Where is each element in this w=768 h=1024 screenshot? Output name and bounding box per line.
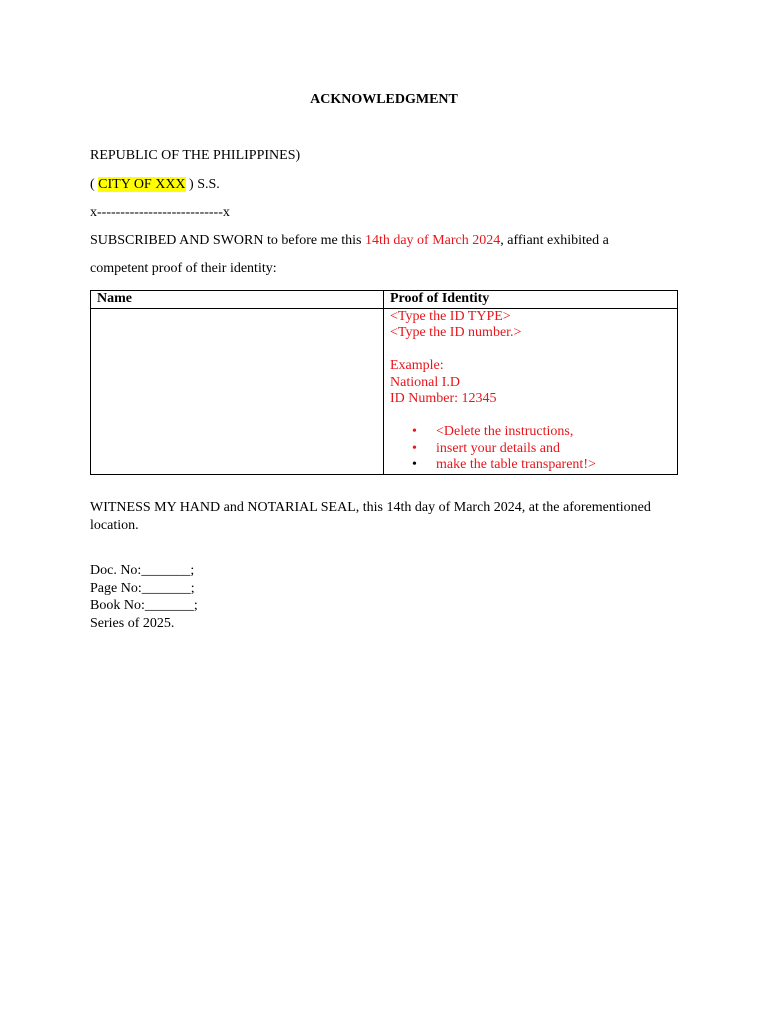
- separator-line: x---------------------------x: [90, 205, 230, 220]
- instruction-text: <Delete the instructions,: [436, 424, 574, 439]
- example-id-type: National I.D: [390, 374, 460, 390]
- jurat-line-2: competent proof of their identity:: [90, 261, 277, 276]
- instruction-list: [390, 424, 671, 474]
- list-item: [390, 457, 671, 474]
- jurat-line-1: [90, 233, 609, 249]
- bullet-icon: •: [412, 457, 417, 472]
- witness-paragraph: WITNESS MY HAND and NOTARIAL SEAL, this 14th day of March 2024, at the aforementioned location.: [90, 500, 651, 533]
- header-proof-of-identity: Proof of Identity: [384, 291, 678, 309]
- bullet-icon: •: [412, 440, 417, 456]
- page-number-line: Page No:_______;: [90, 580, 195, 596]
- identity-table: [90, 290, 678, 475]
- table-row: [91, 308, 678, 474]
- bullet-icon: •: [412, 424, 417, 439]
- header-name: Name: [91, 291, 384, 309]
- jurat-text-after: , affiant exhibited a: [500, 233, 609, 248]
- list-item: [390, 441, 671, 458]
- spacer: [390, 342, 671, 359]
- name-cell[interactable]: [91, 308, 384, 474]
- city-suffix: ) S.S.: [185, 177, 220, 192]
- spacer: [390, 408, 671, 425]
- jurat-date: 14th day of March 2024: [364, 233, 501, 248]
- id-number-placeholder: <Type the ID number.>: [390, 325, 522, 340]
- instruction-text: insert your details and: [436, 440, 561, 456]
- city-prefix: (: [90, 177, 99, 192]
- doc-info-block: [90, 562, 198, 632]
- table-header-row: [91, 291, 678, 309]
- proof-cell[interactable]: [384, 308, 678, 474]
- city-placeholder: CITY OF XXX: [98, 177, 186, 192]
- example-id-number: ID Number: 12345: [390, 391, 497, 406]
- id-type-placeholder: <Type the ID TYPE>: [390, 308, 511, 324]
- jurat-text-before: SUBSCRIBED AND SWORN to before me this: [90, 233, 365, 248]
- book-number-line: Book No:_______;: [90, 598, 198, 613]
- instruction-text: make the table transparent!>: [436, 457, 596, 472]
- list-item: [390, 424, 671, 441]
- document-title: ACKNOWLEDGMENT: [310, 92, 458, 107]
- example-label: Example:: [390, 358, 444, 373]
- city-line: [90, 177, 220, 193]
- doc-number-line: Doc. No:_______;: [90, 563, 195, 578]
- republic-line: REPUBLIC OF THE PHILIPPINES): [90, 148, 301, 163]
- series-line: Series of 2025.: [90, 615, 175, 631]
